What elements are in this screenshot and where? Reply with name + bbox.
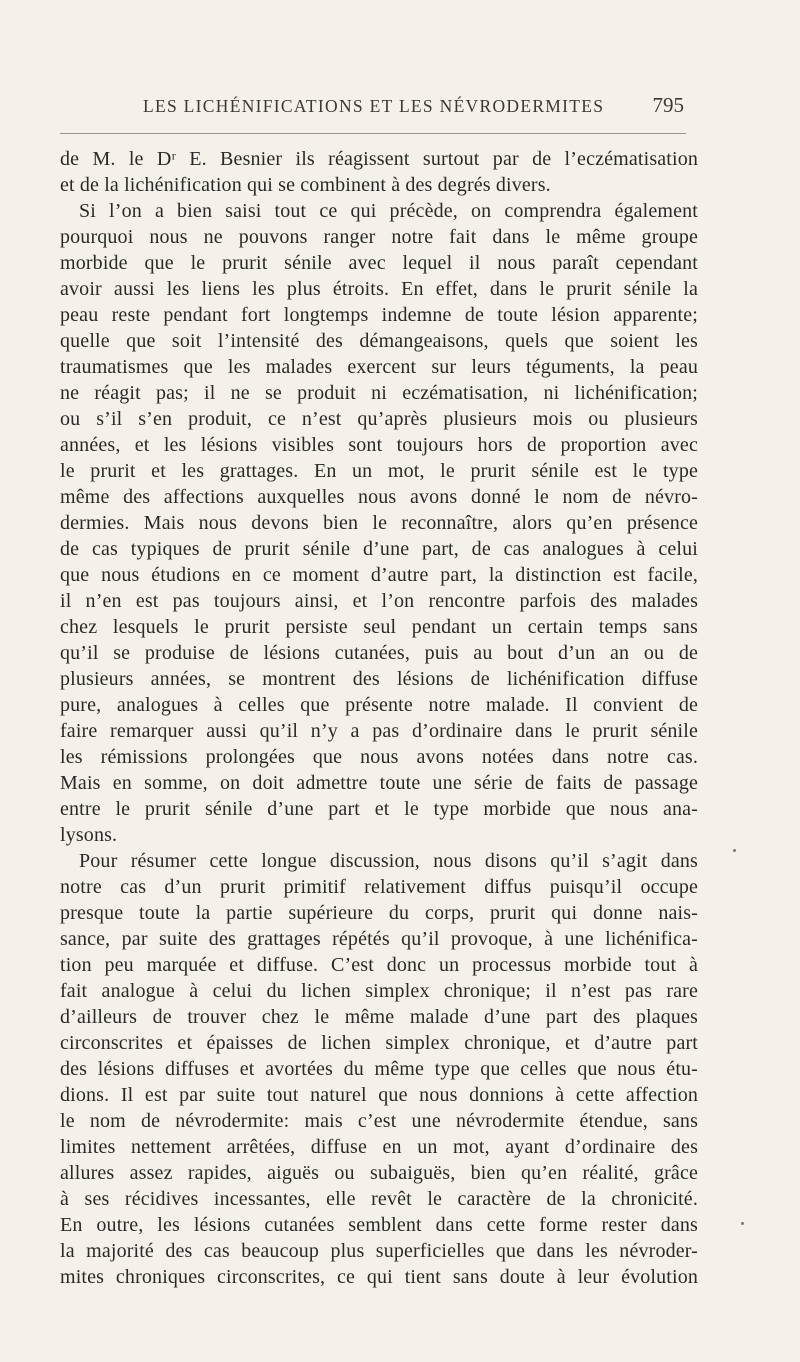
text-line: Mais en somme, on doit admettre toute une série de faits de passage bbox=[60, 772, 698, 794]
text-line: la majorité des cas beaucoup plus superficielles que dans les névroder- bbox=[60, 1240, 698, 1262]
text-line: des lésions diffuses et avortées du même type que celles que nous étu- bbox=[60, 1058, 698, 1080]
text-line: de M. le Dʳ E. Besnier ils réagissent surtout par de l’eczématisation bbox=[60, 148, 698, 170]
text-line: entre le prurit sénile d’une part et le type morbide que nous ana- bbox=[60, 798, 698, 820]
text-line: traumatismes que les malades exercent sur leurs téguments, la peau bbox=[60, 356, 698, 378]
text-line: chez lesquels le prurit persiste seul pendant un certain temps sans bbox=[60, 616, 698, 638]
text-line: à ses récidives incessantes, elle revêt le caractère de la chronicité. bbox=[60, 1188, 698, 1210]
text-line: le nom de névrodermite: mais c’est une névrodermite étendue, sans bbox=[60, 1110, 698, 1132]
text-line: circonscrites et épaisses de lichen simplex chronique, et d’autre part bbox=[60, 1032, 698, 1054]
text-line: ou s’il s’en produit, ce n’est qu’après plusieurs mois ou plusieurs bbox=[60, 408, 698, 430]
paper-speck bbox=[733, 849, 736, 852]
text-line: lysons. bbox=[60, 824, 118, 846]
text-line: de cas typiques de prurit sénile d’une part, de cas analogues à celui bbox=[60, 538, 698, 560]
text-line: mites chroniques circonscrites, ce qui tient sans doute à leur évolution bbox=[60, 1266, 698, 1288]
text-line: même des affections auxquelles nous avons donné le nom de névro- bbox=[60, 486, 698, 508]
text-line: peau reste pendant fort longtemps indemne de toute lésion apparente; bbox=[60, 304, 698, 326]
running-title: LES LICHÉNIFICATIONS ET LES NÉVRODERMITES bbox=[143, 96, 605, 116]
text-line: qu’il se produise de lésions cutanées, puis au bout d’un an ou de bbox=[60, 642, 698, 664]
running-header bbox=[60, 93, 686, 127]
text-line: En outre, les lésions cutanées semblent dans cette forme rester dans bbox=[60, 1214, 698, 1236]
text-line: limites nettement arrêtées, diffuse en un mot, ayant d’ordinaire des bbox=[60, 1136, 698, 1158]
text-line: pure, analogues à celles que présente notre malade. Il convient de bbox=[60, 694, 698, 716]
text-line: fait analogue à celui du lichen simplex chronique; il n’est pas rare bbox=[60, 980, 698, 1002]
text-line: il n’en est pas toujours ainsi, et l’on rencontre parfois des malades bbox=[60, 590, 698, 612]
text-line: que nous étudions en ce moment d’autre part, la distinction est facile, bbox=[60, 564, 698, 586]
text-line: Si l’on a bien saisi tout ce qui précède, on comprendra également bbox=[79, 200, 698, 222]
body-text bbox=[60, 146, 698, 1290]
text-line: dions. Il est par suite tout naturel que nous donnions à cette affection bbox=[60, 1084, 698, 1106]
header-rule bbox=[60, 133, 686, 134]
text-line: pourquoi nous ne pouvons ranger notre fait dans le même groupe bbox=[60, 226, 698, 248]
text-line: ne réagit pas; il ne se produit ni eczématisation, ni lichénification; bbox=[60, 382, 698, 404]
text-line: d’ailleurs de trouver chez le même malade d’une part des plaques bbox=[60, 1006, 698, 1028]
text-line: années, et les lésions visibles sont toujours hors de proportion avec bbox=[60, 434, 698, 456]
text-line: le prurit et les grattages. En un mot, le prurit sénile est le type bbox=[60, 460, 698, 482]
text-line: sance, par suite des grattages répétés qu’il provoque, à une lichénifica- bbox=[60, 928, 698, 950]
paper-speck bbox=[741, 1222, 744, 1225]
text-line: notre cas d’un prurit primitif relativement diffus puisqu’il occupe bbox=[60, 876, 698, 898]
text-line: morbide que le prurit sénile avec lequel il nous paraît cependant bbox=[60, 252, 698, 274]
text-line: presque toute la partie supérieure du corps, prurit qui donne nais- bbox=[60, 902, 698, 924]
text-line: allures assez rapides, aiguës ou subaiguës, bien qu’en réalité, grâce bbox=[60, 1162, 698, 1184]
text-line: dermies. Mais nous devons bien le reconnaître, alors qu’en présence bbox=[60, 512, 698, 534]
text-line: plusieurs années, se montrent des lésions de lichénification diffuse bbox=[60, 668, 698, 690]
text-line: avoir aussi les liens les plus étroits. En effet, dans le prurit sénile la bbox=[60, 278, 698, 300]
text-line: et de la lichénification qui se combinent à des degrés divers. bbox=[60, 174, 551, 196]
text-line: quelle que soit l’intensité des démangeaisons, quels que soient les bbox=[60, 330, 698, 352]
text-line: faire remarquer aussi qu’il n’y a pas d’ordinaire dans le prurit sénile bbox=[60, 720, 698, 742]
text-line: Pour résumer cette longue discussion, nous disons qu’il s’agit dans bbox=[79, 850, 698, 872]
page-number: 795 bbox=[652, 93, 684, 117]
text-line: les rémissions prolongées que nous avons notées dans notre cas. bbox=[60, 746, 698, 768]
text-line: tion peu marquée et diffuse. C’est donc un processus morbide tout à bbox=[60, 954, 698, 976]
